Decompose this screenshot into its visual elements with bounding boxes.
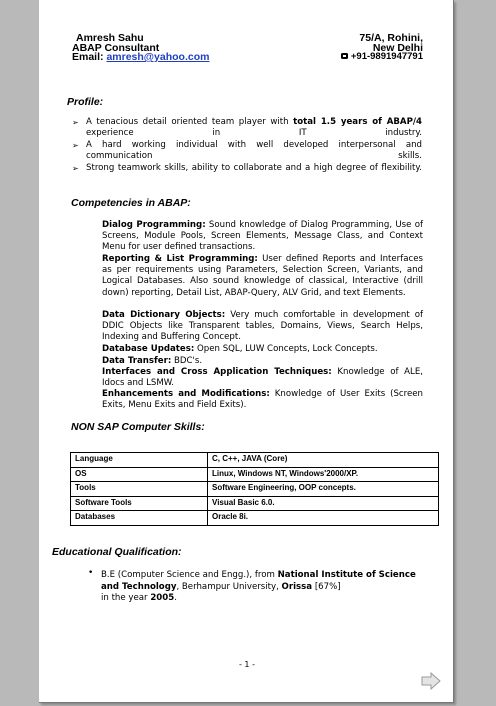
skill-category: Tools [71,482,208,497]
phone-line [341,52,423,62]
resume-page [39,0,454,703]
skill-value: Oracle 8i. [208,511,439,526]
arrow-bullet-icon: ➢ [72,141,79,150]
competency-item [102,220,423,254]
next-page-arrow-icon[interactable] [421,672,441,690]
profile-text: A hard working individual with well developed interpersonal and communication skills. [86,140,422,162]
candidate-title: ABAP Consultant [72,42,160,54]
competency-item [102,344,423,355]
year-suffix: . [174,593,177,604]
profile-heading: Profile: [67,96,104,108]
table-row [71,453,439,468]
email-label: Email: [72,51,104,63]
table-row [71,467,439,482]
competency-text: User defined Reports and Interfaces as per requirements using Parameters, Selection Screen, Variants, and Logical Databases. Also sound knowledge of classical, Interactive (drill down) reporting, Detail List, ABAP-Query, ALV Grid, and text Elements. [102,254,423,298]
profile-bullet [72,117,424,141]
skill-value: C, C++, JAVA (Core) [208,453,439,468]
competency-text: Open SQL, LUW Concepts, Lock Concepts. [194,344,378,354]
profile-bullet [72,140,424,164]
competency-item [102,310,423,344]
year-prefix: in the year [101,593,151,604]
percentage-text: [67%] [314,581,341,592]
university-text: , Berhampur University, [176,581,282,592]
profile-text-bold: total 1.5 years of ABAP/4 [293,117,422,127]
phone-number: +91-9891947791 [350,51,423,62]
skill-category: Software Tools [71,496,208,511]
arrow-bullet-icon: ➢ [72,118,79,127]
profile-bullet [72,163,424,187]
competency-text: BDC's. [171,355,203,366]
email-line [72,52,209,62]
table-row [71,496,439,511]
table-row [71,511,439,526]
competency-item [102,389,423,411]
profile-text: A tenacious detail oriented team player with [86,117,294,127]
profile-text: experience in IT industry. [86,128,422,139]
competency-item [102,367,423,389]
competency-text: Knowledge of User Exits (Screen Exits, Menu Exits and Field Exits). [102,389,423,411]
skill-category: Language [71,453,208,468]
profile-text: Strong teamwork skills, ability to collaborate and a high degree of flexibility. [86,163,422,173]
page-number: - 1 - [239,660,255,669]
competency-label: Data Transfer: [102,355,172,366]
competency-item [102,254,423,299]
competency-text: Knowledge of ALE, Idocs and LSMW. [102,367,423,389]
competency-label: Interfaces and Cross Application Techniques: [102,367,332,377]
address-line-1: 75/A, Rohini, [359,32,423,44]
competency-label: Database Updates: [102,344,195,354]
competency-label: Enhancements and Modifications: [102,389,270,399]
competency-label: Reporting & List Programming: [102,254,258,264]
skill-category: Databases [71,511,208,526]
table-row [71,482,439,497]
skills-heading: NON SAP Computer Skills: [71,421,205,433]
bullet-dot-icon: • [88,568,94,578]
institute-name: National Institute of Science and Technology [101,570,416,592]
competency-label: Data Dictionary Objects: [102,310,226,320]
skill-value: Software Engineering, OOP concepts. [208,482,439,497]
graduation-year: 2005 [150,593,175,604]
competency-item [102,356,423,367]
degree-text: B.E (Computer Science and Engg.), from [101,570,278,580]
arrow-bullet-icon: ➢ [72,164,79,173]
address-line-2: New Delhi [372,42,423,54]
competency-text: Sound knowledge of Dialog Programming, Use of Screens, Module Pools, Screen Elements, Message Class, and Context Menu for user defined transactions. [102,220,424,253]
phone-icon [341,52,348,60]
education-item [101,570,425,605]
skill-value: Linux, Windows NT, Windows'2000/XP. [208,467,439,482]
competencies-heading: Competencies in ABAP: [71,197,191,209]
city-text: Orissa [281,581,313,592]
skill-value: Visual Basic 6.0. [208,496,439,511]
competency-text: Very much comfortable in development of DDIC Objects like Transparent tables, Domains, Views, Search Helps, Indexing and Buffering Concept. [102,310,423,343]
skill-category: OS [71,467,208,482]
education-heading: Educational Qualification: [52,546,182,558]
skills-table [70,452,439,526]
candidate-name: Amresh Sahu [76,32,144,44]
email-link[interactable]: amresh@yahoo.com [106,51,210,63]
competency-label: Dialog Programming: [102,220,206,230]
